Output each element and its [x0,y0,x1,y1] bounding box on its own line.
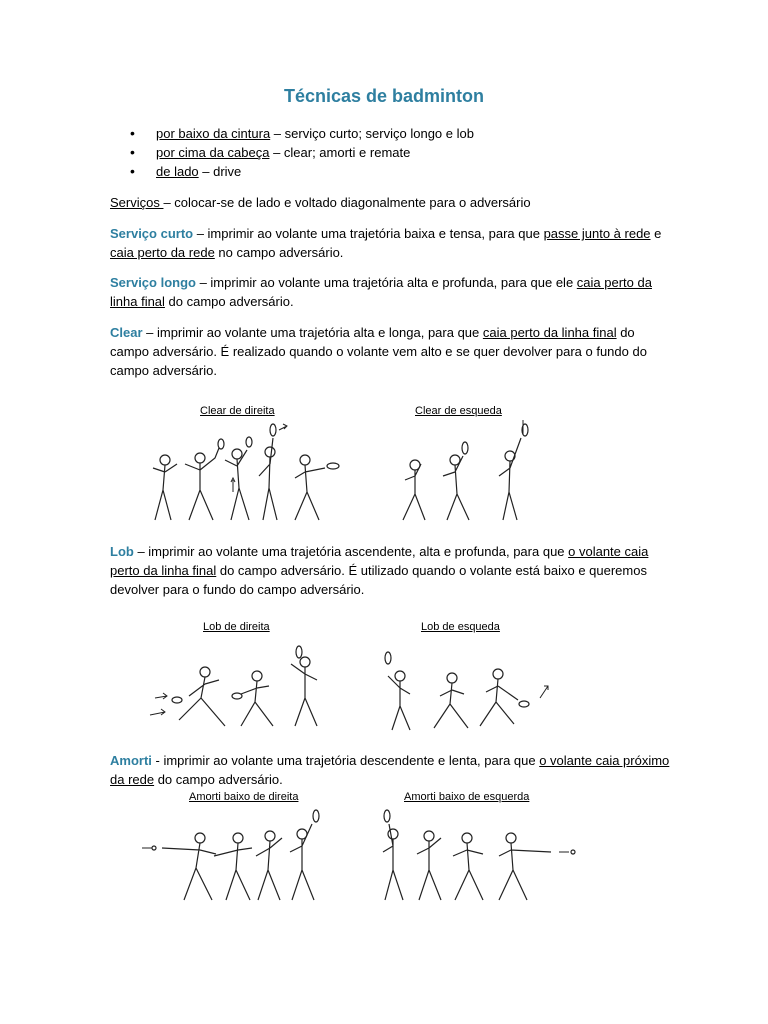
servico-curto-underline-2: caia perto da rede [110,245,215,260]
player-figure [383,810,403,900]
clear-text-2: do campo adversário. É realizado quando o volante vem alto e se quer devolver para o fundo do campo adversário. [110,325,647,378]
servico-curto-paragraph [110,224,670,262]
lob-esquerda-illustration [380,640,560,735]
servico-longo-underline: caia perto da linha final [110,275,652,309]
list-item-term: por baixo da cintura [156,126,271,141]
list-item [130,143,474,162]
page-title: Técnicas de badminton [283,86,485,106]
servico-longo-text: – imprimir ao volante uma trajetória alta e profunda, para que ele [195,275,577,290]
clear-paragraph [110,323,670,380]
list-item-text: – serviço curto; serviço longo e lob [270,126,474,141]
figure-caption-amorti-direita: Amorti baixo de direita [189,791,299,803]
clear-direita-illustration [145,420,355,528]
lob-text-2: do campo adversário. É utilizado quando o volante está baixo e queremos devolver para o fundo do campo adversário. [110,563,647,597]
player-figure [290,810,319,900]
player-figure [295,455,339,520]
lob-direita-illustration [145,640,355,735]
player-figure [225,437,252,520]
list-item [130,124,474,143]
player-figure [385,652,410,730]
player-figure [453,833,483,900]
servico-curto-term: Serviço curto [110,226,194,241]
figure-caption-clear-esquerda: Clear de esqueda [415,405,502,417]
servico-curto-text-3: no campo adversário. [214,245,344,260]
amorti-esquerda-illustration [375,808,585,906]
servico-curto-text: – imprimir ao volante uma trajetória baixa e tensa, para que [193,226,544,241]
player-figure [443,442,469,520]
lob-underline: o volante caia perto da linha final [110,544,649,578]
servico-longo-text-2: do campo adversário. [164,294,294,309]
player-figure [259,424,277,520]
list-item-term: de lado [156,164,199,179]
amorti-text-2: do campo adversário. [154,772,283,787]
player-figure [256,831,282,900]
servico-longo-paragraph [110,273,670,311]
amorti-term: Amorti [110,753,152,768]
figure-caption-lob-esquerda: Lob de esqueda [421,621,500,633]
figure-caption-clear-direita: Clear de direita [200,405,275,417]
lob-text: – imprimir ao volante uma trajetória ascendente, alta e profunda, para que [133,544,569,559]
servicos-text: – colocar-se de lado e voltado diagonalmente para o adversário [163,195,531,210]
amorti-underline: o volante caia próximo da rede [110,753,670,787]
servicos-paragraph [110,193,670,212]
list-item-text: – drive [198,164,242,179]
amorti-paragraph [110,751,670,789]
player-figure [153,455,177,520]
technique-list [130,124,474,181]
servico-longo-term: Serviço longo [110,275,196,290]
player-figure [232,671,273,726]
player-figure [417,831,441,900]
list-item-text: – clear; amorti e remate [269,145,411,160]
player-figure [214,833,252,900]
player-figure [499,424,528,520]
figure-caption-amorti-esquerda: Amorti baixo de esquerda [404,791,530,803]
player-figure [499,833,551,900]
list-item [130,162,474,181]
player-figure [291,646,317,726]
servicos-term: Serviços [110,195,164,210]
amorti-direita-illustration [140,808,340,906]
clear-term: Clear [110,325,143,340]
list-item-term: por cima da cabeça [156,145,270,160]
player-figure [185,439,224,520]
lob-term: Lob [110,544,134,559]
clear-esquerda-illustration [385,420,545,528]
player-figure [162,833,216,900]
player-figure [434,673,468,728]
player-figure [480,669,529,726]
amorti-text: - imprimir ao volante uma trajetória descendente e lenta, para que [151,753,540,768]
servico-curto-underline-1: passe junto à rede [543,226,651,241]
player-figure [172,667,225,726]
servico-curto-text-2: e [650,226,662,241]
lob-paragraph [110,542,670,599]
player-figure [403,460,425,520]
clear-text: – imprimir ao volante uma trajetória alta e longa, para que [142,325,483,340]
clear-underline: caia perto da linha final [482,325,617,340]
figure-caption-lob-direita: Lob de direita [203,621,270,633]
